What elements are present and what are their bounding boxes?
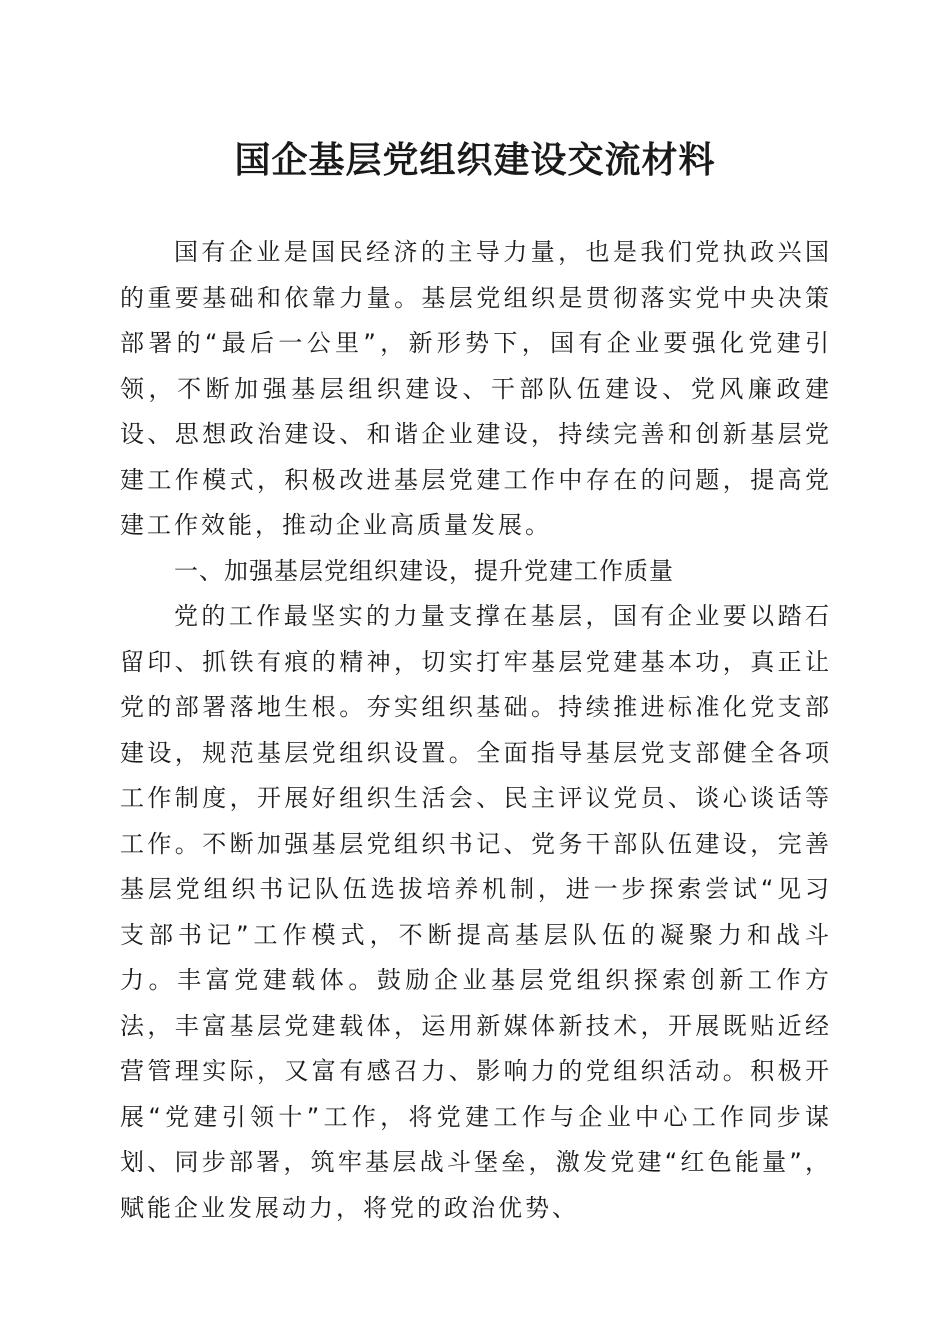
section-heading-1: 一、加强基层党组织建设，提升党建工作质量 — [174, 556, 674, 585]
document-body — [120, 230, 832, 1231]
intro-paragraph: 国有企业是国民经济的主导力量，也是我们党执政兴国的重要基础和依靠力量。基层党组织是贯彻落实党中央决策部署的“最后一公里”，新形势下，国有企业要强化党建引领，不断加强基层组织建设、干部队伍建设、党风廉政建设、思想政治建设、和谐企业建设，持续完善和创新基层党建工作模式，积极改进基层党建工作中存在的问题，提高党建工作效能，推动企业高质量发展。 — [120, 238, 832, 539]
document-title: 国企基层党组织建设交流材料 — [234, 139, 716, 181]
section-1-paragraph: 党的工作最坚实的力量支撑在基层，国有企业要以踏石留印、抓铁有痕的精神，切实打牢基层党建基本功，真正让党的部署落地生根。夯实组织基础。持续推进标准化党支部建设，规范基层党组织设置。全面指导基层党支部健全各项工作制度，开展好组织生活会、民主评议党员、谈心谈话等工作。不断加强基层党组织书记、党务干部队伍建设，完善基层党组织书记队伍选拔培养机制，进一步探索尝试“见习支部书记”工作模式，不断提高基层队伍的凝聚力和战斗力。丰富党建载体。鼓励企业基层党组织探索创新工作方法，丰富基层党建载体，运用新媒体新技术，开展既贴近经营管理实际，又富有感召力、影响力的党组织活动。积极开展“党建引领十”工作，将党建工作与企业中心工作同步谋划、同步部署，筑牢基层战斗堡垒，激发党建“红色能量”，赋能企业发展动力，将党的政治优势、 — [120, 602, 832, 1222]
